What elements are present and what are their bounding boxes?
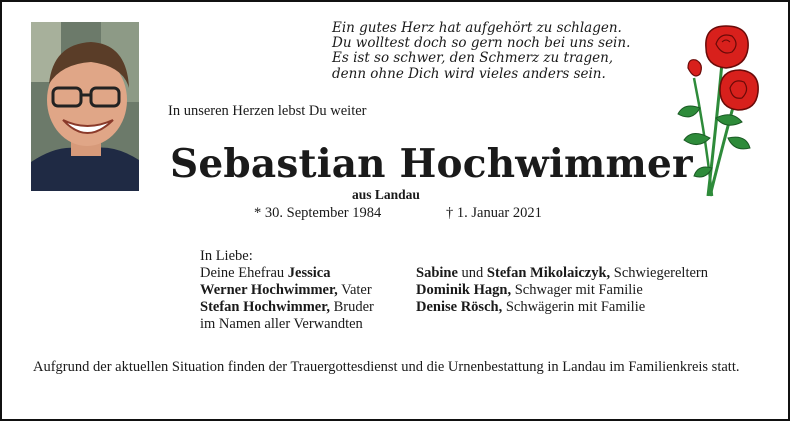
mourner-row — [200, 265, 374, 282]
deceased-name: Sebastian Hochwimmer — [170, 141, 693, 187]
mourner-name: Stefan Hochwimmer, — [200, 299, 330, 315]
mourner-text: Deine Ehefrau — [200, 265, 288, 281]
poem-line: denn ohne Dich wird vieles anders sein. — [332, 65, 606, 82]
mourner-row — [416, 282, 708, 299]
mourner-name: Stefan Mikolaiczyk, — [486, 265, 611, 281]
poem — [332, 21, 630, 82]
portrait-illustration — [31, 22, 139, 191]
mourner-relation: Schwager mit Familie — [511, 282, 643, 298]
subtitle: In unseren Herzen lebst Du weiter — [168, 103, 367, 119]
mourner-row — [200, 282, 374, 299]
mourners-heading: In Liebe: — [200, 248, 253, 264]
portrait-photo — [31, 22, 139, 191]
mourner-relation: Schwiegereltern — [610, 265, 709, 281]
mourner-row — [416, 299, 708, 316]
origin: aus Landau — [352, 187, 420, 202]
mourner-relation: Bruder — [329, 299, 374, 315]
mourner-name: Werner Hochwimmer, — [200, 282, 338, 298]
mourner-text: im Namen aller Verwandten — [200, 316, 363, 332]
mourner-name: Denise Rösch, — [416, 299, 503, 315]
mourner-text: und — [457, 265, 487, 281]
poem-line: Es ist so schwer, den Schmerz zu tragen, — [332, 50, 614, 67]
service-notice: Aufgrund der aktuellen Situation finden der Trauergottesdienst und die Urnenbestattung in Landau im Familienkreis statt. — [33, 359, 740, 375]
mourner-name: Jessica — [287, 265, 331, 281]
death-date: † 1. Januar 2021 — [446, 205, 542, 221]
mourners-left-column — [200, 265, 374, 333]
mourner-row — [200, 299, 374, 316]
poem-line: Ein gutes Herz hat aufgehört zu schlagen. — [332, 20, 622, 36]
poem-line: Du wolltest doch so gern noch bei uns sein. — [332, 35, 631, 52]
mourner-row — [416, 265, 708, 282]
mourner-row — [200, 316, 374, 333]
mourner-name: Dominik Hagn, — [416, 282, 512, 298]
mourner-name: Sabine — [416, 265, 458, 281]
mourners-right-column — [416, 265, 708, 316]
mourner-relation: Vater — [337, 282, 372, 298]
mourner-relation: Schwägerin mit Familie — [502, 299, 646, 315]
birth-date: * 30. September 1984 — [254, 205, 382, 221]
